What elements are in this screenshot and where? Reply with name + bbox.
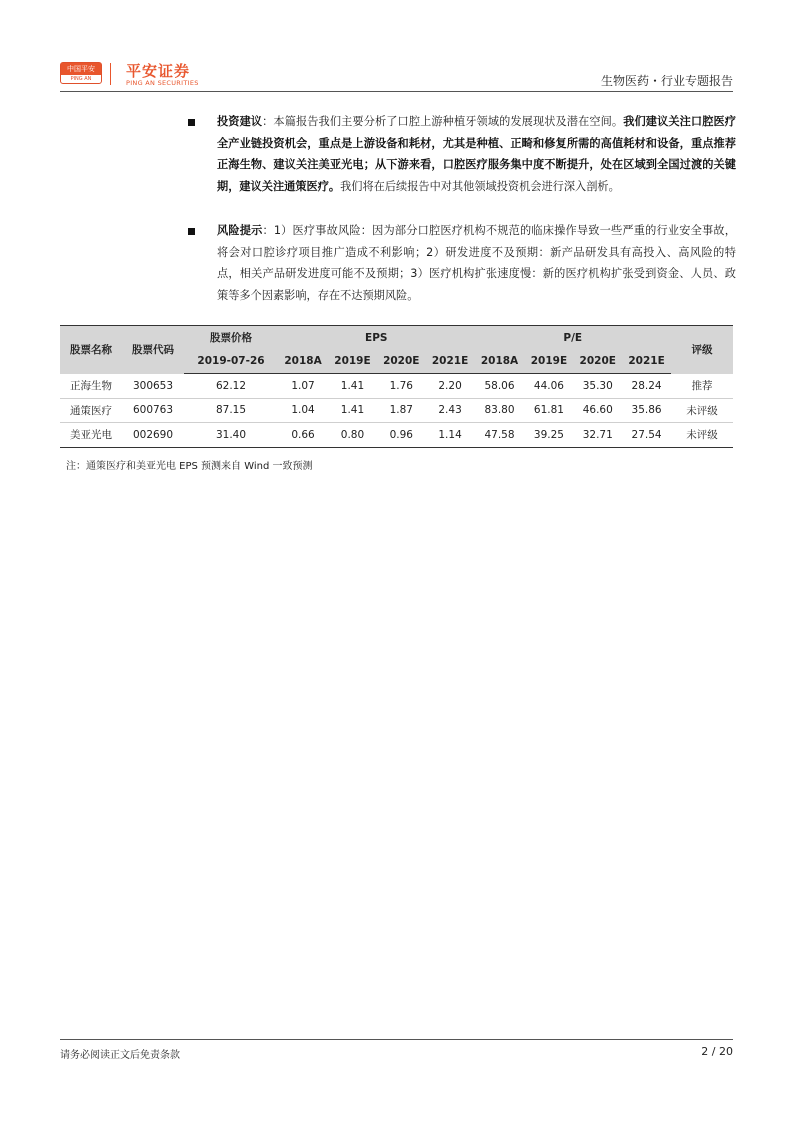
cell-eps: 0.80 bbox=[328, 423, 377, 448]
bullet-segment: ：1）医疗事故风险：因为部分口腔医疗机构不规范的临床操作导致一些严重的行业安全事故，将会对口腔诊疗项目推广造成不利影响；2）研发进度不及预期：新产品研发具有高投入、高风险的特点，相关产品研发进度可能不及预期；3）医疗机构扩张速度慢：新的医疗机构扩张受到资金、人员、政策等多个因素影响，存在不达预期风险。 bbox=[217, 224, 736, 302]
cell-eps: 1.87 bbox=[377, 398, 426, 423]
table-note: 注：通策医疗和美亚光电 EPS 预测来自 Wind 一致预测 bbox=[66, 461, 313, 472]
brand-name-cn: 平安证券 bbox=[126, 62, 191, 80]
cell-pe: 61.81 bbox=[525, 398, 574, 423]
cell-name: 正海生物 bbox=[60, 374, 122, 399]
bullet-title: 风险提示 bbox=[217, 224, 263, 237]
cell-eps: 1.07 bbox=[278, 374, 328, 399]
cell-code: 002690 bbox=[122, 423, 184, 448]
bullet-title: 投资建议 bbox=[217, 115, 263, 128]
brand-name-en: PING AN SECURITIES bbox=[126, 79, 199, 87]
bullet-segment: ：本篇报告我们主要分析了口腔上游种植牙领域的发展现状及潜在空间。 bbox=[262, 115, 624, 128]
header-year: 2019E bbox=[328, 350, 377, 374]
header-stock-code: 股票代码 bbox=[122, 326, 184, 374]
table-row bbox=[60, 374, 733, 399]
header-stock-name: 股票名称 bbox=[60, 326, 122, 374]
cell-rating: 推荐 bbox=[671, 374, 733, 399]
header-divider bbox=[60, 91, 733, 92]
ping-an-logo bbox=[60, 62, 102, 84]
logo-bottom-text: PING AN bbox=[70, 76, 92, 82]
cell-rating: 未评级 bbox=[671, 398, 733, 423]
cell-eps: 2.43 bbox=[426, 398, 475, 423]
cell-pe: 58.06 bbox=[474, 374, 524, 399]
cell-pe: 27.54 bbox=[622, 423, 671, 448]
logo-separator bbox=[110, 63, 111, 85]
cell-eps: 0.96 bbox=[377, 423, 426, 448]
cell-pe: 39.25 bbox=[525, 423, 574, 448]
cell-name: 通策医疗 bbox=[60, 398, 122, 423]
cell-eps: 1.04 bbox=[278, 398, 328, 423]
cell-price: 87.15 bbox=[184, 398, 278, 423]
bullet-segment: 我们将在后续报告中对其他领域投资机会进行深入剖析。 bbox=[340, 179, 620, 193]
cell-eps: 0.66 bbox=[278, 423, 328, 448]
cell-code: 600763 bbox=[122, 398, 184, 423]
header-pe: P/E bbox=[474, 326, 671, 350]
bullet-risk-warning bbox=[188, 220, 736, 306]
header-stock-price: 股票价格 bbox=[184, 326, 278, 350]
report-type: 生物医药・行业专题报告 bbox=[600, 74, 733, 88]
cell-eps: 1.41 bbox=[328, 398, 377, 423]
cell-pe: 44.06 bbox=[525, 374, 574, 399]
cell-pe: 35.86 bbox=[622, 398, 671, 423]
header-rating: 评级 bbox=[671, 326, 733, 374]
cell-code: 300653 bbox=[122, 374, 184, 399]
cell-eps: 1.41 bbox=[328, 374, 377, 399]
bullet-text bbox=[217, 220, 736, 306]
header-year: 2019E bbox=[525, 350, 574, 374]
header-year: 2018A bbox=[278, 350, 328, 374]
valuation-table bbox=[60, 325, 733, 448]
cell-price: 62.12 bbox=[184, 374, 278, 399]
cell-pe: 28.24 bbox=[622, 374, 671, 399]
bullet-investment-advice bbox=[188, 111, 736, 197]
cell-pe: 47.58 bbox=[474, 423, 524, 448]
cell-pe: 32.71 bbox=[573, 423, 622, 448]
table-row bbox=[60, 423, 733, 448]
header-price-date: 2019-07-26 bbox=[184, 350, 278, 374]
header-year: 2021E bbox=[622, 350, 671, 374]
bullet-segment-bold: 我们建议关注口腔医疗全产业链投资机会，重点是上游设备和耗材，尤其是种植、正畸和修复所需的高值耗材和设备，重点推荐正海生物、建议关注美亚光电；从下游来看，口腔医疗服务集中度不断提升，处在区域到全国过渡的关键期，建议关注通策医疗。 bbox=[217, 115, 736, 193]
page-number: 2 / 20 bbox=[701, 1045, 733, 1058]
cell-pe: 35.30 bbox=[573, 374, 622, 399]
cell-eps: 2.20 bbox=[426, 374, 475, 399]
cell-price: 31.40 bbox=[184, 423, 278, 448]
header-year: 2020E bbox=[573, 350, 622, 374]
cell-eps: 1.14 bbox=[426, 423, 475, 448]
table-row bbox=[60, 398, 733, 423]
footer-divider bbox=[60, 1039, 733, 1040]
logo-top-text: 中国平安 bbox=[61, 63, 101, 75]
table-header-row bbox=[60, 326, 733, 350]
header-year: 2021E bbox=[426, 350, 475, 374]
bullet-text bbox=[217, 111, 736, 197]
cell-pe: 46.60 bbox=[573, 398, 622, 423]
cell-pe: 83.80 bbox=[474, 398, 524, 423]
cell-name: 美亚光电 bbox=[60, 423, 122, 448]
cell-eps: 1.76 bbox=[377, 374, 426, 399]
footer-disclaimer: 请务必阅读正文后免责条款 bbox=[60, 1050, 180, 1061]
cell-rating: 未评级 bbox=[671, 423, 733, 448]
page-header bbox=[60, 58, 733, 90]
header-year: 2020E bbox=[377, 350, 426, 374]
header-year: 2018A bbox=[474, 350, 524, 374]
header-eps: EPS bbox=[278, 326, 474, 350]
